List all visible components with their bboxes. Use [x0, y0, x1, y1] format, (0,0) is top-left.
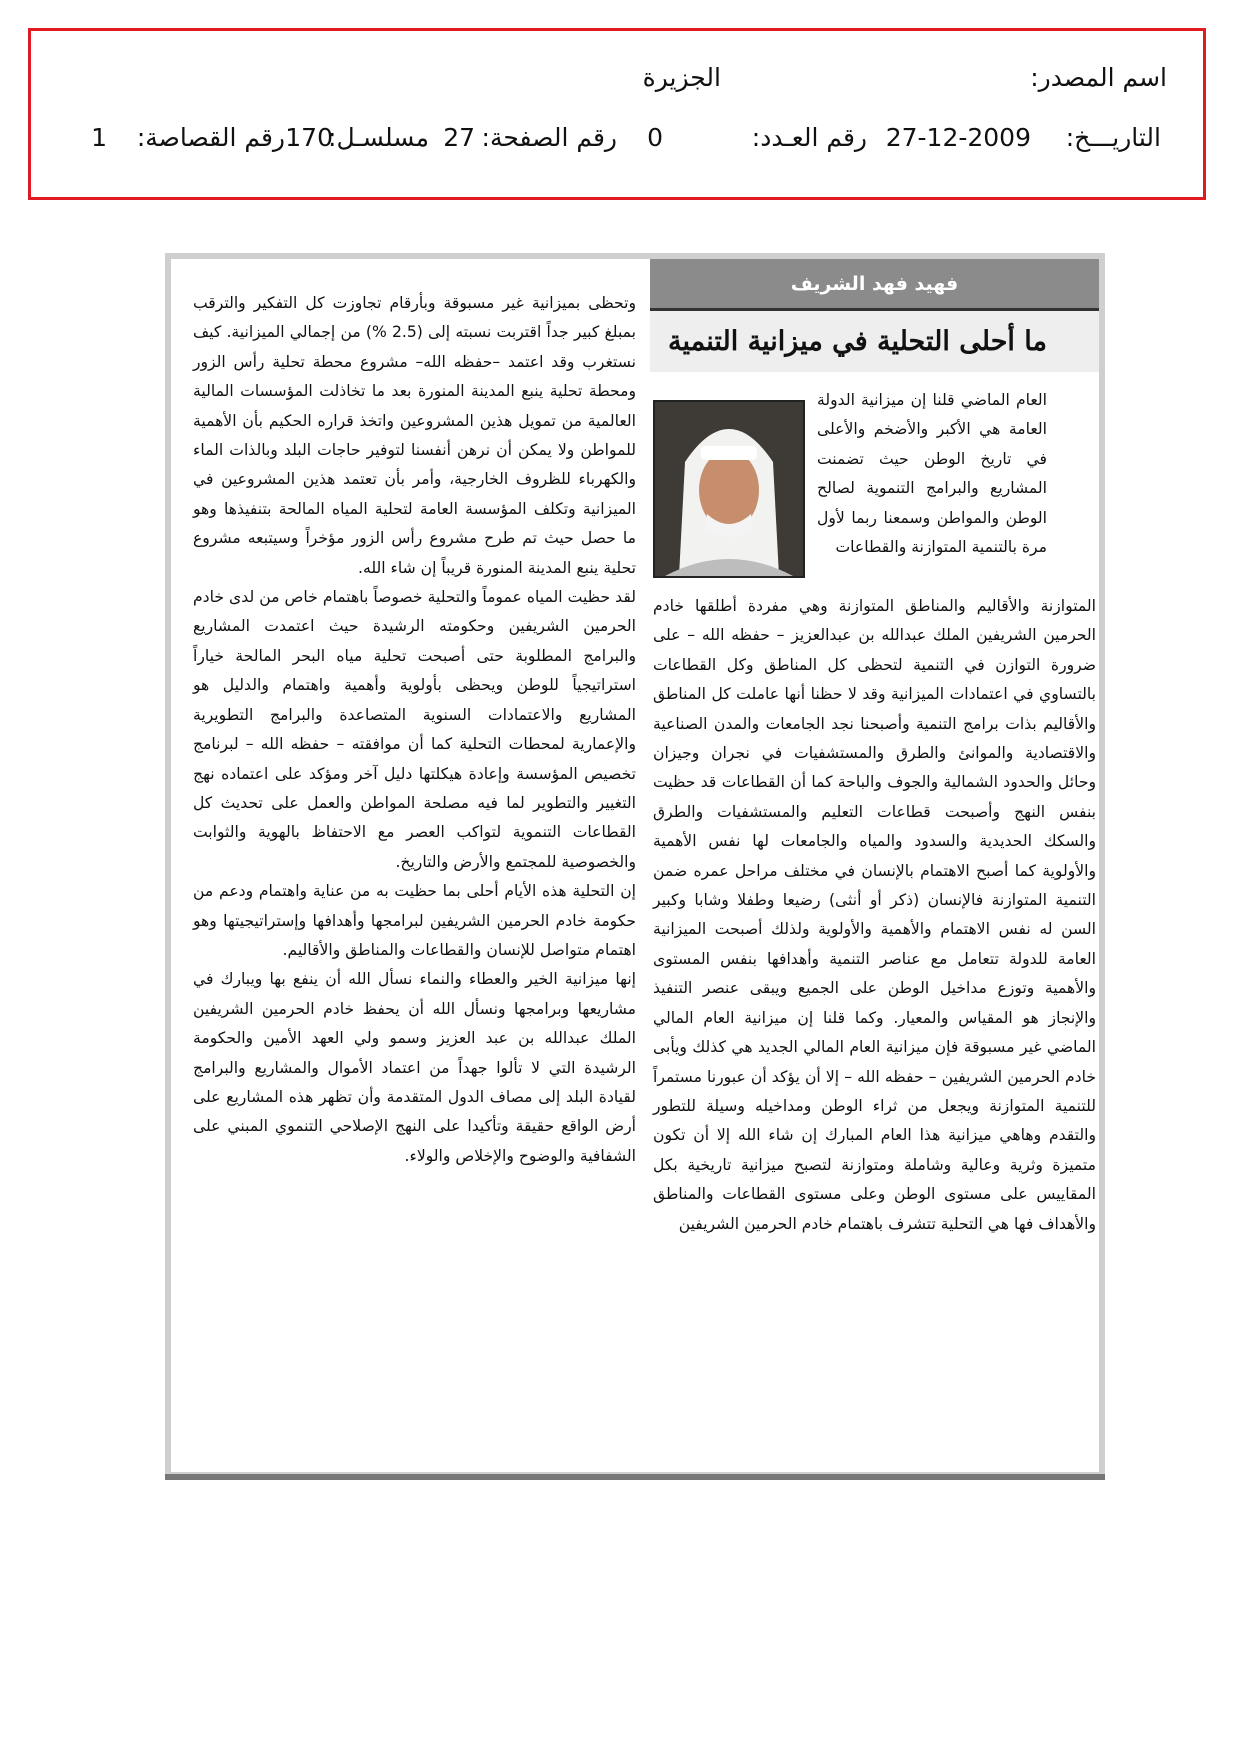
article-left-column	[193, 289, 636, 1171]
article-right-column-intro	[817, 386, 1047, 562]
left-paragraph-4: إنها ميزانية الخير والعطاء والنماء نسأل الله أن ينفع بها ويبارك في مشاريعها وبرامجها ونسأل الله أن يحفظ خادم الحرمين الشريفين الملك عبدالله بن عبد العزيز وسمو ولي العهد الأمين والحكومة الرشيدة التي لا تألوا جهداً من اعتماد الأموال والمشاريع والبرامج لقيادة البلد إلى مصاف الدول المتقدمة وأن تظهر هذه المشاريع على أرض الواقع حقيقة وتأكيدا على النهج الإصلاحي التنموي المبني على الشفافية والوضوح والإخلاص والولاء.	[193, 970, 636, 1165]
source-value: الجزيرة	[642, 63, 721, 92]
newspaper-clipping	[165, 253, 1105, 1480]
clipping-page	[171, 259, 1099, 1472]
page-value: 27	[443, 123, 475, 152]
serial-value: 170	[285, 123, 333, 152]
date-value: 27-12-2009	[885, 123, 1031, 152]
clipping-bottom-rule	[165, 1474, 1105, 1480]
article-right-column	[653, 592, 1096, 1239]
article-title	[650, 308, 1099, 372]
page-label: رقم الصفحة:	[481, 123, 617, 152]
author-name: فهيد فهد الشريف	[650, 259, 1099, 308]
portrait-graphic	[655, 402, 803, 576]
left-paragraph-3: إن التحلية هذه الأيام أحلى بما حظيت به من عناية واهتمام ودعم من حكومة خادم الحرمين الشريفين لبرامجها وأهدافها وإستراتيجيتها وهو اهتمام متواصل للإنسان والقطاعات والمناطق والأقاليم.	[193, 882, 636, 959]
issue-value: 0	[647, 123, 663, 152]
article-title-text: ما أحلى التحلية في ميزانية التنمية	[667, 326, 1047, 357]
clip-number-label: رقم القصاصة:	[136, 123, 285, 152]
serial-label: مسلسـل:	[328, 123, 429, 152]
left-paragraph-2: لقد حظيت المياه عموماً والتحلية خصوصاً باهتمام خاص من لدى خادم الحرمين الشريفين وحكومته الرشيدة حيث اعتمدت المشاريع والبرامج المطلوبة حتى أصبحت تحلية مياه البحر المالحة خياراً استراتيجياً للوطن ويحظى بأولوية وأهمية واهتمام والدليل هو المشاريع والاعتمادات السنوية المتصاعدة والبرامج التطويرية والإعمارية لمحطات التحلية كما أن موافقته – حفظه الله – لبرنامج تخصيص المؤسسة وإعادة هيكلتها دليل آخر ومؤكد على اعتماده نهج التغيير والتطوير لما فيه مصلحة المواطن والعمل على تحديث كل القطاعات التنموية لتواكب العصر مع الاحتفاظ بالهوية والثوابت والخصوصية للمجتمع والأرض والتاريخ.	[193, 588, 636, 871]
source-label: اسم المصدر:	[1030, 63, 1167, 92]
right-column-paragraph: المتوازنة والأقاليم والمناطق المتوازنة وهي مفردة أطلقها خادم الحرمين الشريفين الملك عبدالله بن عبدالعزيز – حفظه الله – على ضرورة التوازن في التنمية لتحظى كل المناطق وكل القطاعات بالتساوي في اعتمادات الميزانية وقد لا حظنا أنها عاملت كل المناطق والأقاليم بذات برامج التنمية وأصبحنا نجد الجامعات والمدن الصناعية والاقتصادية والموانئ والطرق والمستشفيات في نجران وجيزان وحائل والحدود الشمالية والجوف والباحة كما أن القطاعات قد حظيت بنفس النهج وأصبحت قطاعات التعليم والمستشفيات والطرق والسكك الحديدية والسدود والمياه والجامعات لها نفس الأهمية والأولوية كما أصبح الاهتمام بالإنسان في مختلف مراحل عمره ضمن التنمية المتوازنة فالإنسان (ذكر أو أنثى) رضيعا وطفلا وشابا وكبير السن له نفس الاهتمام والأهمية والأولوية ولذلك أصبحت الميزانية العامة للدولة تتعامل مع عناصر التنمية وأهدافها بنفس المستوى والأهمية وتوزع مداخيل الوطن على الجميع ويبقى عنصر التنفيذ والإنجاز هو المقياس والمعيار. وكما قلنا إن ميزانية العام المالي الماضي غير مسبوقة فإن ميزانية العام المالي الجديد هي كذلك ويأبى خادم الحرمين الشريفين – حفظه الله – إلا أن يؤكد أن عبورنا مستمراً للتنمية المتوازنة ويجعل من ثراء الوطن ومداخيله وسيلة للتطور والتقدم وهاهي ميزانية هذا العام المبارك إن شاء الله إلا أن تكون متميزة وثرية وعالية وشاملة ومتوازنة لتصبح ميزانية تاريخية بكل المقاييس على مستوى الوطن وعلى مستوى القطاعات والمناطق والأهداف فها هي التحلية تتشرف باهتمام خادم الحرمين الشريفين	[653, 597, 1096, 1233]
clip-number-value: 1	[91, 123, 107, 152]
left-paragraph-1: وتحظى بميزانية غير مسبوقة وبأرقام تجاوزت كل التفكير والترقب بمبلغ كبير جداً اقتربت نسبته إلى (2.5 %) من إجمالي الميزانية. كيف نستغرب وقد اعتمد –حفظه الله– مشروع محطة تحلية رأس الزور ومحطة تحلية ينبع المدينة المنورة بعد ما تخاذلت المؤسسات المالية العالمية من تمويل هذين المشروعين واتخذ قراره الحكيم بأن الأهمية للمواطن ولا يمكن أن نرهن أنفسنا لتوفير حاجات البلد وبالذات الماء والكهرباء للظروف الخارجية، وأمر بأن تعتمد هذين المشروعين في الميزانية وتكلف المؤسسة العامة لتحلية المياه المالحة بتنفيذها وهو ما حصل حيث تم طرح مشروع رأس الزور مؤخراً وسيتبعه مشروع تحلية ينبع المدينة المنورة قريباً إن شاء الله.	[193, 294, 636, 577]
source-metadata-box	[28, 28, 1206, 200]
author-portrait-icon	[653, 400, 805, 578]
issue-label: رقم العـدد:	[751, 123, 867, 152]
intro-paragraph: العام الماضي قلنا إن ميزانية الدولة العامة هي الأكبر والأضخم والأعلى في تاريخ الوطن حيث تضمنت المشاريع والبرامج التنموية لصالح الوطن والمواطن وسمعنا ربما لأول مرة بالتنمية المتوازنة والقطاعات	[817, 391, 1047, 557]
date-label: التاريـــخ:	[1065, 123, 1161, 152]
